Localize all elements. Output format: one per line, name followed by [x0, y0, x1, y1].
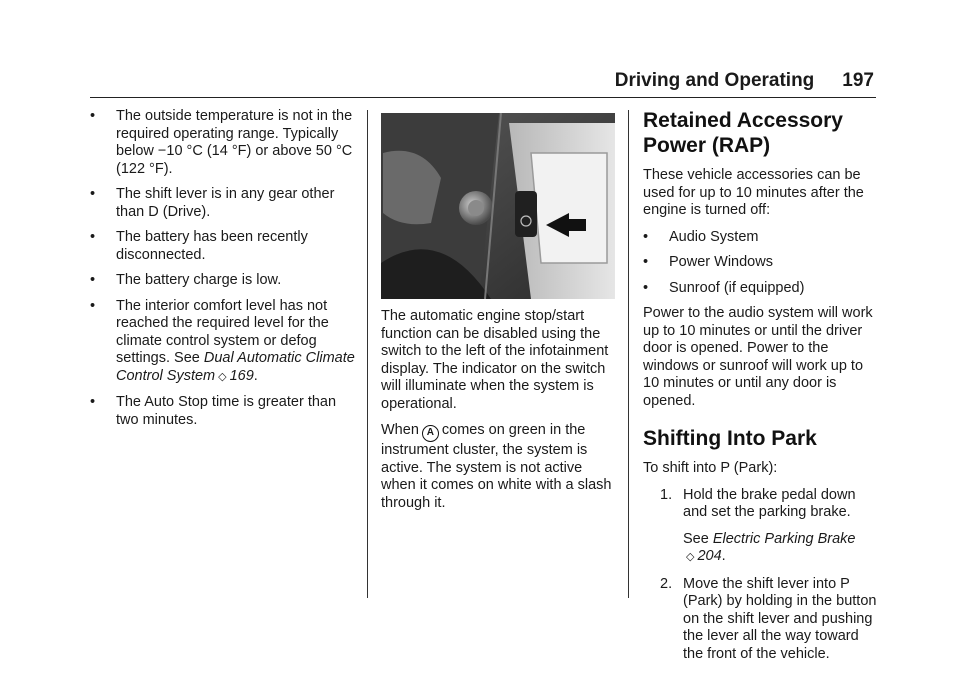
indicator-paragraph: When A comes on green in the instrument cluster, the system is active. The system is not active when it comes on white with a slash through it.: [381, 422, 612, 511]
bullet-dot: •: [643, 228, 649, 245]
xref-page[interactable]: 204: [697, 548, 722, 564]
page-header: [556, 70, 874, 92]
bullet-dot: •: [90, 297, 96, 314]
list-item: • The shift lever is in any gear other than D (Drive).: [90, 186, 335, 220]
step-item: 2. Move the shift lever into P (Park) by holding in the button on the shift lever and pushing the lever all the way toward the front of the vehicle.: [660, 575, 877, 662]
step-see-also: See Electric Parking Brake ◇ 204.: [683, 530, 856, 564]
bullet-dot: •: [90, 272, 96, 288]
auto-stop-icon: A: [422, 425, 439, 442]
bullet-dot: •: [643, 279, 649, 296]
xref-page[interactable]: 169: [229, 367, 254, 384]
list-item: • The battery charge is low.: [90, 272, 282, 288]
bullet-dot: •: [90, 394, 96, 410]
list-item: • Sunroof (if equipped): [643, 279, 805, 296]
xref-parking-brake[interactable]: Electric Parking Brake: [712, 530, 856, 547]
list-item: • The outside temperature is not in the required operating range. Typically below −10 °C (14 °F) or above 50 °C (122 °F).: [90, 108, 353, 177]
column-divider-right: [628, 110, 629, 598]
bullet-dot: •: [90, 186, 96, 202]
list-item: • The battery has been recently disconnected.: [90, 229, 308, 263]
shifting-intro: To shift into P (Park):: [643, 460, 778, 476]
step-number: 2.: [660, 575, 673, 592]
bullet-dot: •: [643, 254, 649, 270]
bullet-dot: •: [90, 108, 96, 124]
header-rule: [90, 97, 876, 98]
page-reference-icon: ◇: [686, 551, 695, 563]
step-item: 1. Hold the brake pedal down and set the parking brake.: [660, 486, 856, 520]
rap-paragraph: Power to the audio system will work up to 10 minutes or until the driver door is opened. Power to the windows or sunroof will work up to 10 minutes or until any door is opened.: [643, 305, 873, 409]
column-3: [643, 108, 881, 672]
stop-start-paragraph: The automatic engine stop/start function can be disabled using the switch to the left of the infotainment display. The indicator on the switch will illuminate when the system is operational.: [381, 308, 609, 412]
stop-start-switch-photo: [381, 113, 615, 299]
heading-shifting: Shifting Into Park: [643, 427, 817, 450]
step-number: 1.: [660, 486, 673, 503]
list-item: • The Auto Stop time is greater than two minutes.: [90, 394, 337, 428]
xref-climate-control[interactable]: Dual Automatic Climate Control System: [116, 350, 355, 384]
page-number: 197: [842, 70, 874, 91]
heading-rap: Retained Accessory Power (RAP): [643, 109, 843, 157]
list-item: • The interior comfort level has not reached the required level for the climate control system or defog settings. See Dual Automatic Climate Control System ◇ 169.: [90, 297, 355, 384]
list-item: • Power Windows: [643, 254, 773, 270]
column-divider-left: [367, 110, 368, 598]
section-title: Driving and Operating: [614, 70, 815, 91]
column-2: [381, 308, 617, 521]
column-1: [90, 108, 358, 437]
page-reference-icon: ◇: [218, 370, 227, 383]
list-item: • Audio System: [643, 228, 759, 245]
bullet-dot: •: [90, 229, 96, 245]
rap-intro: These vehicle accessories can be used for up to 10 minutes after the engine is turned off:: [643, 167, 864, 218]
